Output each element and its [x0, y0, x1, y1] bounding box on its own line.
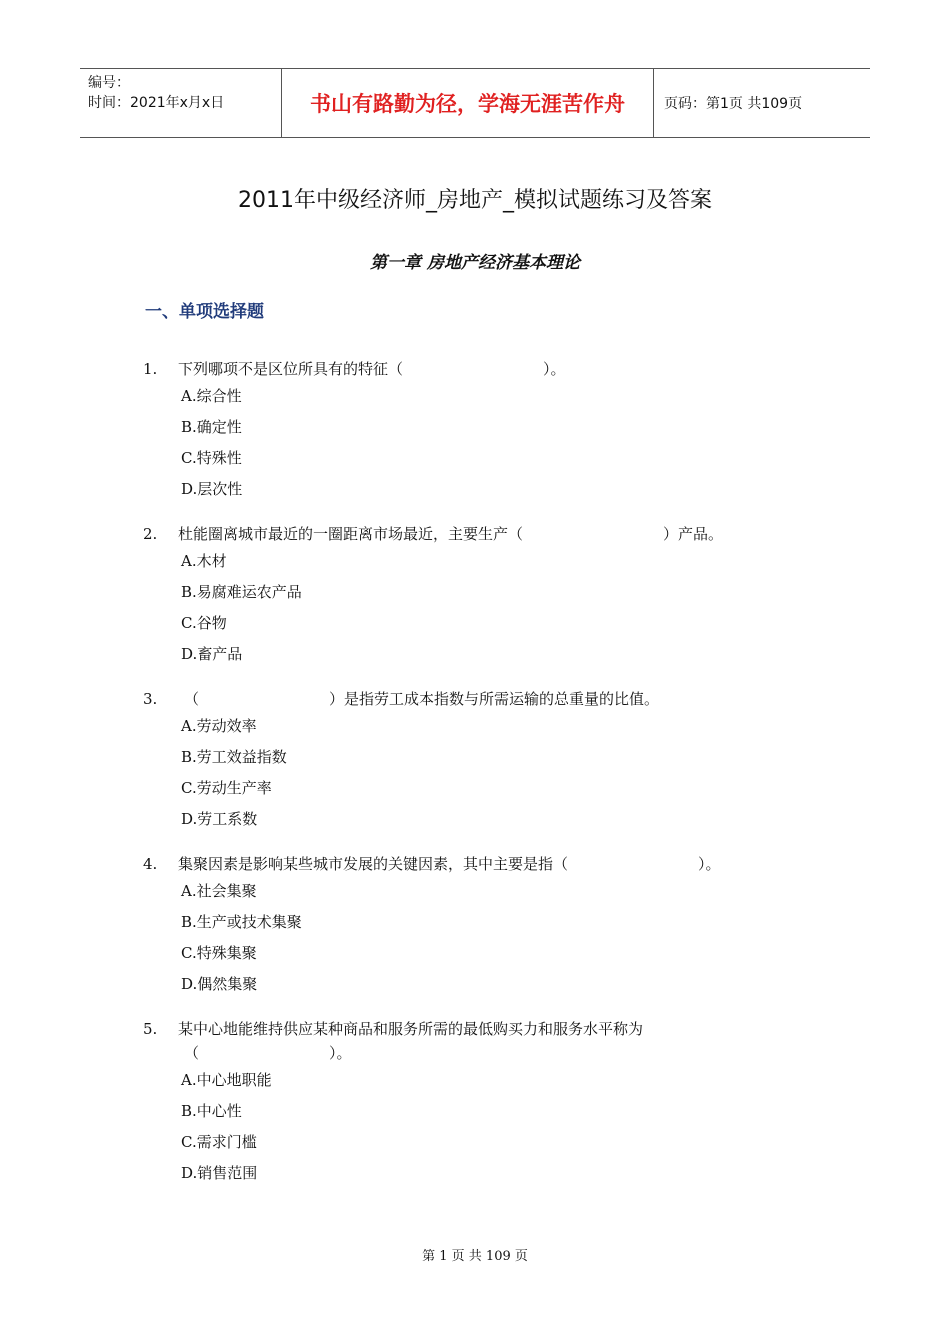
answer-blank: [199, 1041, 329, 1065]
question-item: [143, 852, 823, 1000]
question-number: 1.: [143, 360, 158, 378]
option-b: B.中心性: [181, 1102, 242, 1120]
option-d: D.畜产品: [181, 645, 243, 663]
question-text-end: ）产品。: [663, 525, 724, 543]
option-c: C.劳动生产率: [181, 779, 272, 797]
option-c: C.特殊集聚: [181, 944, 257, 962]
header-page-info: 页码：第1页 共109页: [664, 96, 803, 112]
option-c: C.谷物: [181, 614, 227, 632]
question-item: [143, 687, 823, 835]
option-d: D.劳工系数: [181, 810, 258, 828]
option-a: A.木材: [181, 552, 227, 570]
serial-label: 编号：: [88, 75, 130, 91]
question-number: 5.: [143, 1020, 158, 1038]
question-list: [143, 357, 823, 1206]
header-table: [80, 68, 870, 138]
option-a: A.中心地职能: [181, 1071, 272, 1089]
question-text-end: ）。: [543, 360, 566, 378]
option-c: C.特殊性: [181, 449, 242, 467]
question-text-end: ）是指劳工成本指数与所需运输的总重量的比值。: [329, 690, 660, 708]
page-footer: 第 1 页 共 109 页: [422, 1249, 528, 1264]
question-text: 杜能圈离城市最近的一圈距离市场最近，主要生产（: [178, 525, 524, 543]
document-title: 2011年中级经济师_房地产_模拟试题练习及答案: [238, 188, 712, 213]
section-title: 一、单项选择题: [145, 302, 264, 322]
option-a: A.社会集聚: [181, 882, 257, 900]
chapter-title: 第一章 房地产经济基本理论: [370, 253, 580, 273]
time-label: 时间：2021年x月x日: [88, 95, 225, 111]
question-text: 下列哪项不是区位所具有的特征（: [178, 360, 404, 378]
question-text: （: [184, 690, 200, 708]
question-text: 集聚因素是影响某些城市发展的关键因素，其中主要是指（: [178, 855, 569, 873]
option-a: A.劳动效率: [181, 717, 257, 735]
header-motto: 书山有路勤为径，学海无涯苦作舟: [282, 69, 654, 137]
option-b: B.确定性: [181, 418, 242, 436]
question-text-end: ）。: [698, 855, 721, 873]
option-d: D.层次性: [181, 480, 243, 498]
question-text-line2: （: [184, 1044, 200, 1062]
header-meta-cell: [80, 69, 282, 137]
option-b: B.劳工效益指数: [181, 748, 287, 766]
question-item: [143, 522, 823, 670]
option-b: B.易腐难运农产品: [181, 583, 302, 601]
option-b: B.生产或技术集聚: [181, 913, 302, 931]
question-number: 4.: [143, 855, 158, 873]
option-c: C.需求门槛: [181, 1133, 257, 1151]
question-text: 某中心地能维持供应某种商品和服务所需的最低购买力和服务水平称为: [178, 1020, 644, 1038]
question-text-end: ）。: [329, 1044, 352, 1062]
option-a: A.综合性: [181, 387, 242, 405]
question-item: [143, 357, 823, 505]
question-item: [143, 1017, 823, 1189]
question-number: 2.: [143, 525, 158, 543]
option-d: D.偶然集聚: [181, 975, 258, 993]
question-number: 3.: [143, 690, 158, 708]
option-d: D.销售范围: [181, 1164, 258, 1182]
